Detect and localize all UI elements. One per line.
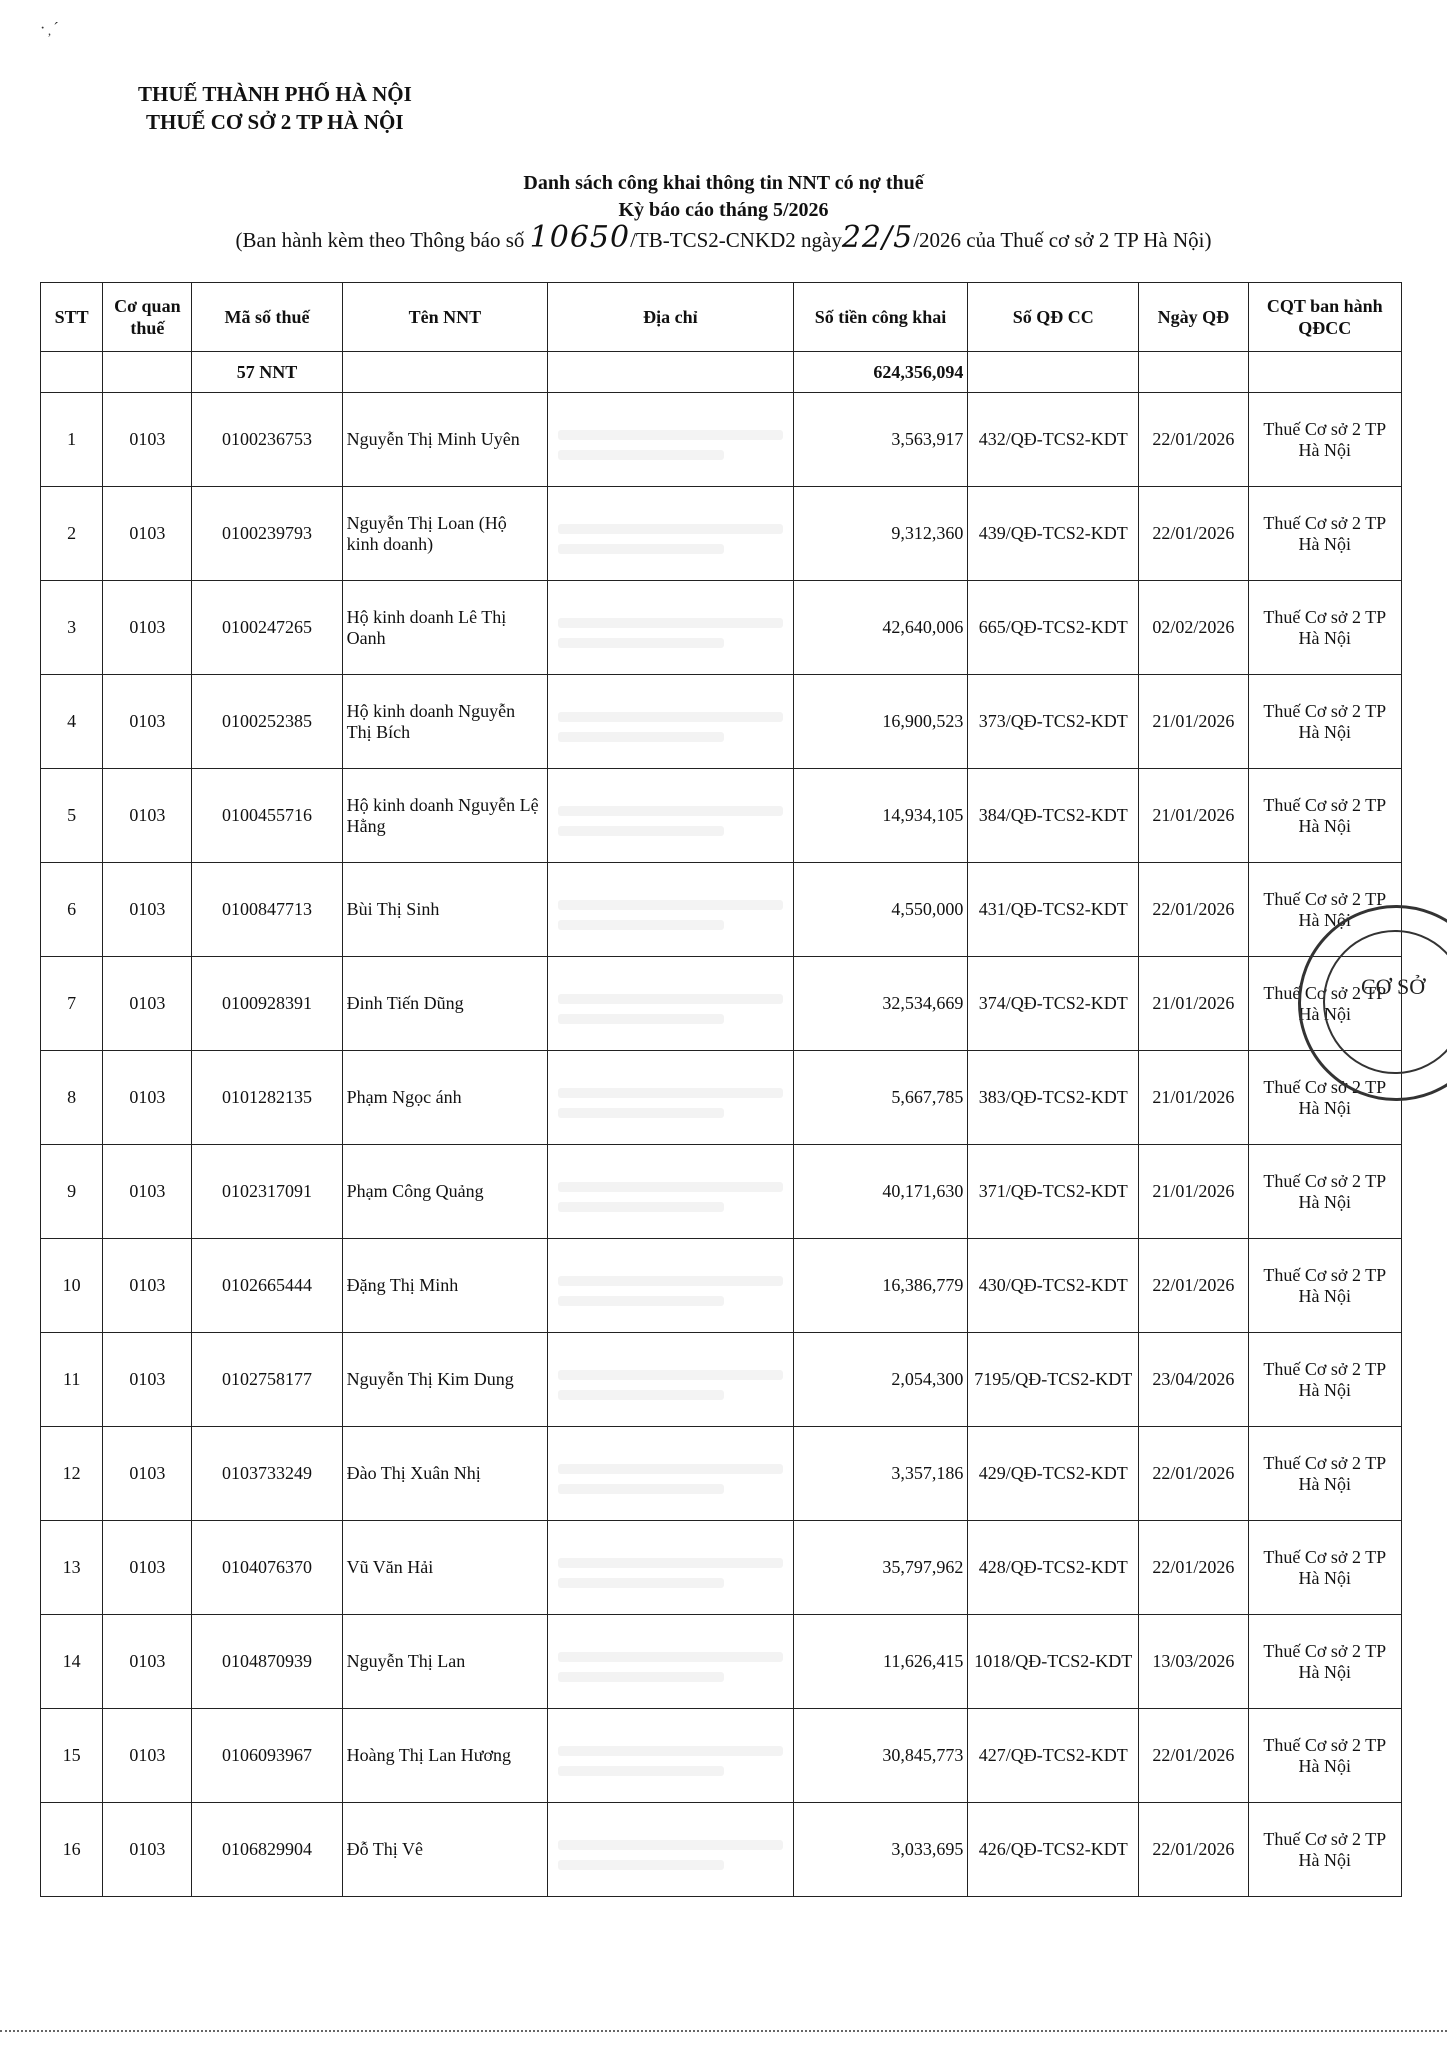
col-header-tax-office: Cơ quan thuế <box>103 283 192 352</box>
seal-text: CƠ SỞ <box>1361 974 1426 999</box>
row-taxpayer-name: Đỗ Thị Vê <box>342 1803 548 1897</box>
row-issuing-office: Thuế Cơ sở 2 TP Hà Nội <box>1248 1051 1401 1145</box>
row-decision-number: 384/QĐ-TCS2-KDT <box>968 769 1139 863</box>
row-issuing-office: Thuế Cơ sở 2 TP Hà Nội <box>1248 1521 1401 1615</box>
row-issuing-office: Thuế Cơ sở 2 TP Hà Nội <box>1248 1333 1401 1427</box>
table-row <box>41 863 1402 957</box>
row-amount: 35,797,962 <box>793 1521 968 1615</box>
row-taxpayer-name: Hoàng Thị Lan Hương <box>342 1709 548 1803</box>
row-decision-number: 428/QĐ-TCS2-KDT <box>968 1521 1139 1615</box>
row-tax-office: 0103 <box>103 1427 192 1521</box>
row-address <box>548 393 793 487</box>
table-row <box>41 487 1402 581</box>
row-decision-date: 22/01/2026 <box>1139 1427 1248 1521</box>
row-stt: 5 <box>41 769 103 863</box>
row-decision-date: 21/01/2026 <box>1139 1051 1248 1145</box>
row-issuing-office: Thuế Cơ sở 2 TP Hà Nội <box>1248 1615 1401 1709</box>
row-tax-code: 0102758177 <box>192 1333 342 1427</box>
row-amount: 30,845,773 <box>793 1709 968 1803</box>
row-decision-date: 23/04/2026 <box>1139 1333 1248 1427</box>
row-taxpayer-name: Phạm Công Quảng <box>342 1145 548 1239</box>
row-decision-date: 22/01/2026 <box>1139 393 1248 487</box>
handwritten-date: 22/5 <box>841 220 914 255</box>
row-stt: 1 <box>41 393 103 487</box>
row-tax-code: 0100847713 <box>192 863 342 957</box>
row-amount: 3,357,186 <box>793 1427 968 1521</box>
table-row <box>41 1239 1402 1333</box>
row-stt: 11 <box>41 1333 103 1427</box>
row-amount: 2,054,300 <box>793 1333 968 1427</box>
row-decision-date: 22/01/2026 <box>1139 487 1248 581</box>
row-tax-code: 0100247265 <box>192 581 342 675</box>
row-taxpayer-name: Phạm Ngọc ánh <box>342 1051 548 1145</box>
issuance-note: (Ban hành kèm theo Thông báo số 10650/TB-TCS2-CNKD2 ngày22/5/2026 của Thuế cơ sở 2 TP Hà Nội) <box>235 220 1212 255</box>
table-row <box>41 957 1402 1051</box>
row-tax-office: 0103 <box>103 1709 192 1803</box>
document-title: Danh sách công khai thông tin NNT có nợ thuế <box>523 172 924 194</box>
row-decision-date: 22/01/2026 <box>1139 1709 1248 1803</box>
row-taxpayer-name: Bùi Thị Sinh <box>342 863 548 957</box>
row-tax-code: 0100455716 <box>192 769 342 863</box>
row-address <box>548 1709 793 1803</box>
row-stt: 3 <box>41 581 103 675</box>
row-decision-number: 1018/QĐ-TCS2-KDT <box>968 1615 1139 1709</box>
col-header-taxpayer-name: Tên NNT <box>342 283 548 352</box>
row-amount: 4,550,000 <box>793 863 968 957</box>
row-decision-number: 383/QĐ-TCS2-KDT <box>968 1051 1139 1145</box>
agency-parent: THUẾ THÀNH PHỐ HÀ NỘI <box>138 82 412 106</box>
row-stt: 7 <box>41 957 103 1051</box>
row-taxpayer-name: Hộ kinh doanh Lê Thị Oanh <box>342 581 548 675</box>
total-amount: 624,356,094 <box>793 352 968 393</box>
row-tax-code: 0104076370 <box>192 1521 342 1615</box>
row-tax-office: 0103 <box>103 769 192 863</box>
row-tax-office: 0103 <box>103 581 192 675</box>
table-row <box>41 1803 1402 1897</box>
row-address <box>548 675 793 769</box>
row-stt: 13 <box>41 1521 103 1615</box>
row-tax-office: 0103 <box>103 1521 192 1615</box>
row-tax-code: 0100928391 <box>192 957 342 1051</box>
row-tax-code: 0102665444 <box>192 1239 342 1333</box>
row-address <box>548 1145 793 1239</box>
row-tax-code: 0106093967 <box>192 1709 342 1803</box>
row-amount: 9,312,360 <box>793 487 968 581</box>
row-address <box>548 957 793 1051</box>
scan-artifact: · ̦ ´ <box>40 20 59 37</box>
row-stt: 14 <box>41 1615 103 1709</box>
row-address <box>548 863 793 957</box>
document-title-block <box>0 170 1447 254</box>
row-issuing-office: Thuế Cơ sở 2 TP Hà Nội <box>1248 675 1401 769</box>
row-stt: 10 <box>41 1239 103 1333</box>
row-stt: 9 <box>41 1145 103 1239</box>
row-issuing-office: Thuế Cơ sở 2 TP Hà Nội <box>1248 957 1401 1051</box>
row-taxpayer-name: Vũ Văn Hải <box>342 1521 548 1615</box>
row-address <box>548 1333 793 1427</box>
row-address <box>548 769 793 863</box>
table-row <box>41 1709 1402 1803</box>
row-taxpayer-name: Nguyễn Thị Lan <box>342 1615 548 1709</box>
table-row <box>41 393 1402 487</box>
row-tax-code: 0106829904 <box>192 1803 342 1897</box>
table-row <box>41 1051 1402 1145</box>
row-decision-date: 22/01/2026 <box>1139 863 1248 957</box>
row-decision-number: 374/QĐ-TCS2-KDT <box>968 957 1139 1051</box>
row-tax-office: 0103 <box>103 1333 192 1427</box>
row-decision-date: 22/01/2026 <box>1139 1521 1248 1615</box>
row-tax-code: 0100239793 <box>192 487 342 581</box>
row-decision-number: 7195/QĐ-TCS2-KDT <box>968 1333 1139 1427</box>
row-address <box>548 581 793 675</box>
row-decision-date: 22/01/2026 <box>1139 1239 1248 1333</box>
row-decision-number: 373/QĐ-TCS2-KDT <box>968 675 1139 769</box>
table-row <box>41 1427 1402 1521</box>
row-taxpayer-name: Nguyễn Thị Loan (Hộ kinh doanh) <box>342 487 548 581</box>
row-decision-number: 439/QĐ-TCS2-KDT <box>968 487 1139 581</box>
col-header-stt: STT <box>41 283 103 352</box>
col-header-decision-number: Số QĐ CC <box>968 283 1139 352</box>
row-tax-office: 0103 <box>103 393 192 487</box>
table-row <box>41 1333 1402 1427</box>
row-decision-date: 21/01/2026 <box>1139 675 1248 769</box>
row-stt: 15 <box>41 1709 103 1803</box>
row-tax-office: 0103 <box>103 957 192 1051</box>
row-stt: 12 <box>41 1427 103 1521</box>
row-address <box>548 1803 793 1897</box>
table-header-row <box>41 283 1402 352</box>
row-decision-number: 427/QĐ-TCS2-KDT <box>968 1709 1139 1803</box>
col-header-tax-code: Mã số thuế <box>192 283 342 352</box>
row-issuing-office: Thuế Cơ sở 2 TP Hà Nội <box>1248 581 1401 675</box>
table-row <box>41 1521 1402 1615</box>
col-header-issuing-office: CQT ban hành QĐCC <box>1248 283 1401 352</box>
row-taxpayer-name: Hộ kinh doanh Nguyễn Lệ Hằng <box>342 769 548 863</box>
row-tax-office: 0103 <box>103 1051 192 1145</box>
row-tax-code: 0102317091 <box>192 1145 342 1239</box>
row-decision-date: 22/01/2026 <box>1139 1803 1248 1897</box>
row-taxpayer-name: Đinh Tiến Dũng <box>342 957 548 1051</box>
row-decision-date: 13/03/2026 <box>1139 1615 1248 1709</box>
row-amount: 42,640,006 <box>793 581 968 675</box>
row-issuing-office: Thuế Cơ sở 2 TP Hà Nội <box>1248 1803 1401 1897</box>
row-decision-number: 431/QĐ-TCS2-KDT <box>968 863 1139 957</box>
total-row <box>41 352 1402 393</box>
handwritten-notice-number: 10650 <box>529 220 631 255</box>
page-bottom-edge <box>0 2030 1447 2032</box>
row-address <box>548 1051 793 1145</box>
row-issuing-office: Thuế Cơ sở 2 TP Hà Nội <box>1248 1145 1401 1239</box>
row-taxpayer-name: Đào Thị Xuân Nhị <box>342 1427 548 1521</box>
row-stt: 4 <box>41 675 103 769</box>
row-taxpayer-name: Đặng Thị Minh <box>342 1239 548 1333</box>
row-issuing-office: Thuế Cơ sở 2 TP Hà Nội <box>1248 1239 1401 1333</box>
row-decision-number: 371/QĐ-TCS2-KDT <box>968 1145 1139 1239</box>
table-row <box>41 1145 1402 1239</box>
row-tax-office: 0103 <box>103 863 192 957</box>
table-row <box>41 675 1402 769</box>
row-issuing-office: Thuế Cơ sở 2 TP Hà Nội <box>1248 863 1401 957</box>
total-count: 57 NNT <box>192 352 342 393</box>
row-amount: 3,033,695 <box>793 1803 968 1897</box>
agency-header <box>138 80 412 136</box>
row-tax-office: 0103 <box>103 1239 192 1333</box>
row-tax-code: 0104870939 <box>192 1615 342 1709</box>
table-row <box>41 1615 1402 1709</box>
col-header-address: Địa chỉ <box>548 283 793 352</box>
row-taxpayer-name: Nguyễn Thị Minh Uyên <box>342 393 548 487</box>
row-amount: 40,171,630 <box>793 1145 968 1239</box>
report-period: Kỳ báo cáo tháng 5/2026 <box>618 199 829 221</box>
row-decision-number: 429/QĐ-TCS2-KDT <box>968 1427 1139 1521</box>
row-stt: 2 <box>41 487 103 581</box>
row-address <box>548 1239 793 1333</box>
row-decision-number: 430/QĐ-TCS2-KDT <box>968 1239 1139 1333</box>
row-tax-office: 0103 <box>103 675 192 769</box>
table-row <box>41 581 1402 675</box>
row-taxpayer-name: Nguyễn Thị Kim Dung <box>342 1333 548 1427</box>
row-issuing-office: Thuế Cơ sở 2 TP Hà Nội <box>1248 1709 1401 1803</box>
row-issuing-office: Thuế Cơ sở 2 TP Hà Nội <box>1248 1427 1401 1521</box>
row-stt: 16 <box>41 1803 103 1897</box>
row-tax-code: 0100236753 <box>192 393 342 487</box>
row-tax-code: 0100252385 <box>192 675 342 769</box>
row-issuing-office: Thuế Cơ sở 2 TP Hà Nội <box>1248 769 1401 863</box>
row-decision-date: 21/01/2026 <box>1139 769 1248 863</box>
row-amount: 14,934,105 <box>793 769 968 863</box>
row-tax-office: 0103 <box>103 1145 192 1239</box>
row-amount: 32,534,669 <box>793 957 968 1051</box>
row-decision-number: 665/QĐ-TCS2-KDT <box>968 581 1139 675</box>
row-decision-date: 21/01/2026 <box>1139 957 1248 1051</box>
row-tax-office: 0103 <box>103 1615 192 1709</box>
row-taxpayer-name: Hộ kinh doanh Nguyễn Thị Bích <box>342 675 548 769</box>
col-header-amount: Số tiền công khai <box>793 283 968 352</box>
row-decision-date: 21/01/2026 <box>1139 1145 1248 1239</box>
row-amount: 11,626,415 <box>793 1615 968 1709</box>
row-decision-number: 426/QĐ-TCS2-KDT <box>968 1803 1139 1897</box>
table-row <box>41 769 1402 863</box>
row-amount: 16,386,779 <box>793 1239 968 1333</box>
row-issuing-office: Thuế Cơ sở 2 TP Hà Nội <box>1248 487 1401 581</box>
row-decision-number: 432/QĐ-TCS2-KDT <box>968 393 1139 487</box>
row-tax-code: 0103733249 <box>192 1427 342 1521</box>
row-decision-date: 02/02/2026 <box>1139 581 1248 675</box>
debtor-table <box>40 282 1402 1897</box>
row-amount: 5,667,785 <box>793 1051 968 1145</box>
row-amount: 16,900,523 <box>793 675 968 769</box>
row-amount: 3,563,917 <box>793 393 968 487</box>
row-tax-office: 0103 <box>103 487 192 581</box>
row-stt: 6 <box>41 863 103 957</box>
row-tax-code: 0101282135 <box>192 1051 342 1145</box>
agency-unit: THUẾ CƠ SỞ 2 TP HÀ NỘI <box>146 110 404 134</box>
row-address <box>548 1521 793 1615</box>
row-issuing-office: Thuế Cơ sở 2 TP Hà Nội <box>1248 393 1401 487</box>
row-address <box>548 1427 793 1521</box>
row-address <box>548 1615 793 1709</box>
row-tax-office: 0103 <box>103 1803 192 1897</box>
row-stt: 8 <box>41 1051 103 1145</box>
col-header-decision-date: Ngày QĐ <box>1139 283 1248 352</box>
row-address <box>548 487 793 581</box>
